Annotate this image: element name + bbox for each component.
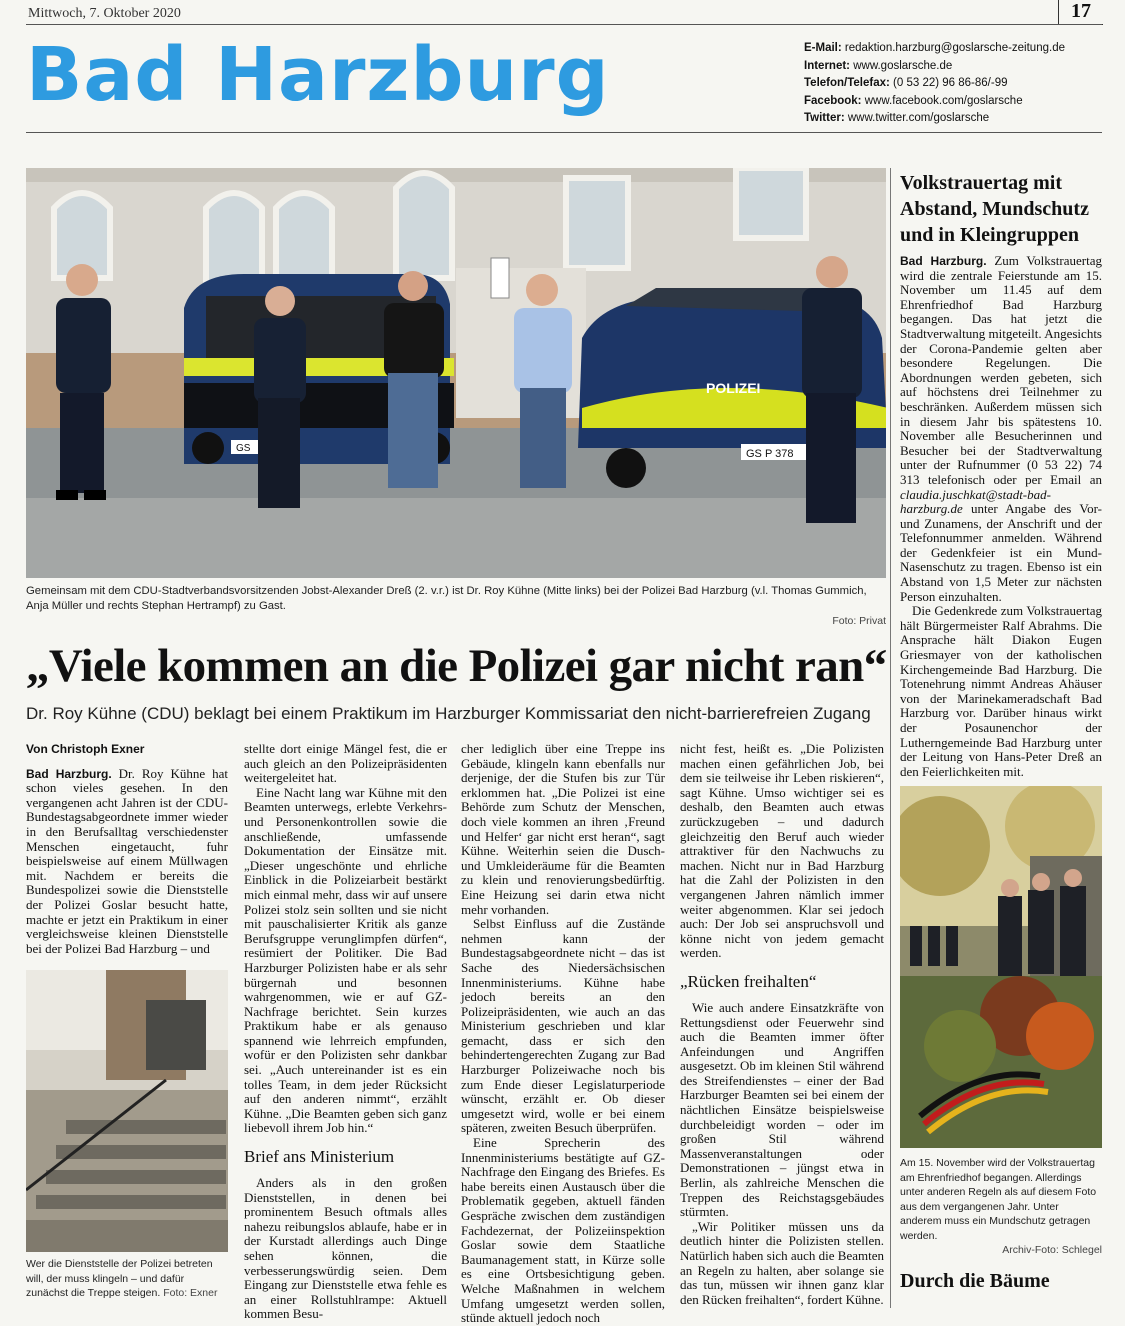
issue-date: Mittwoch, 7. Oktober 2020 <box>28 6 181 21</box>
article-col1-text: Dr. Roy Kühne hat schon vieles gesehen. In den vergangenen acht Jahren ist der CDU-Bundestagsabgeordnete immer wieder in den Berufsalltag verschiedenster Menschen eingetaucht, fuhr beispielsweise auf einem Müllwagen mit. Nachdem er bereits die Bundespolizei sowie die Dienststelle der Polizei Goslar besucht hatte, machte er jetzt ein Praktikum in einer vergleichsweise kleinen Dienststelle bei der Polizei Bad Harzburg – und <box>26 765 228 956</box>
article-col3-p1: cher lediglich über eine Treppe ins Gebäude, klingeln kann ebenfalls nur derjenige, der die Stufen bis zur Tür erklommen hat. „Die Polizei ist eine Behörde zum Schutz der Menschen, doch viele kommen an ihren ‚Freund und Helfer‘ gar nicht erst heran“, sagt Kühne. Weiterhin seien die Dusch- und Umkleideräume für die Beamten zu klein und renovierungsbedürftig. Eine Heizung sei darin etwa nicht mehr vorhanden. <box>461 741 665 917</box>
article-dateline: Bad Harzburg. <box>26 766 112 781</box>
entrance-photo-credit: Foto: Exner <box>163 1287 218 1299</box>
contact-phone-value: (0 53 22) 96 86-86/-99 <box>893 77 1008 90</box>
contact-block <box>804 40 1065 128</box>
article-subheadline: Dr. Roy Kühne (CDU) beklagt bei einem Praktikum im Harzburger Kommissariat den nicht-barrierefreien Zugang <box>26 704 871 723</box>
section-title: Bad Harzburg <box>26 32 610 118</box>
article-col4-p3: „Wir Politiker müssen uns da deutlich hinter die Polizisten stellen. Natürlich haben sich auch die Beamten an Regeln zu halten, aber solange sie das tun, müssen wir ihnen ganz klar den Rücken freihalten“, fordert Kühne. <box>680 1218 884 1307</box>
top-divider <box>26 24 1102 25</box>
contact-phone: Telefon/Telefax: (0 53 22) 96 86-86/-99 <box>804 77 1008 90</box>
article-headline: „Viele kommen an die Polizei gar nicht ran“ <box>26 640 887 692</box>
memorial-photo-caption: Am 15. November wird der Volkstrauertag am Ehrenfriedhof begangen. Allerdings unter anderen Regeln als auf diesem Foto aus dem vergangenen Jahr. Unter anderem muss ein Mundschutz getragen werden. Archiv-Foto: Schlegel <box>900 1157 1102 1256</box>
entrance-photo-caption: Wer die Dienststelle der Polizei betreten will, der muss klingeln – und dafür zunächst die Treppe steigen. Foto: Exner <box>26 1258 218 1299</box>
article-intro <box>26 767 228 957</box>
car-label-text: POLIZEI <box>706 380 761 396</box>
next-article-headline: Durch die Bäume <box>900 1270 1050 1292</box>
sidebar-email-link[interactable]: claudia.juschkat@stadt-bad-harzburg.de <box>900 486 1051 517</box>
article-col2-p3: Anders als in den großen Dienststellen, in denen bei prominentem Besuch oftmals alles nahezu reibungslos ablaufe, habe er in der Kurstadt allerdings auch Dinge sehen können, die verbesserungswürdig seien. Dem Eingang zur Dienststelle etwa fehle es an einer Rollstuhlrampe: Aktuell kommen Besu- <box>244 1175 447 1322</box>
article-column-2 <box>244 742 447 1322</box>
article-col4-p2: Wie auch andere Einsatzkräfte von Rettungsdienst oder Feuerwehr sind auch die Beamten immer öfter Anfeindungen und Angriffen ausgesetzt. Ob im kleinen Stil während des Streifendienstes – einer der Bad Harzburger Beamten sei bei einem der nächtlichen Einsätze beispielsweise durchbeleidigt worden – oder im großen Stil während Massenveranstaltungen oder Demonstrationen – jüngst etwa in Berlin, als zahlreiche Menschen die Treppen des Reichstagsgebäudes stürmten. <box>680 999 884 1220</box>
contact-email-link[interactable]: redaktion.harzburg@goslarsche-zeitung.de <box>844 42 1065 54</box>
sidebar-p1: Bad Harzburg. Zum Volkstrauertag wird die zentrale Feierstunde am 15. November um 11.45 auf dem Ehrenfriedhof Bad Harzburg begangen. Das hat jetzt die Stadtverwaltung mitgeteilt. Angesichts der Corona-Pandemie gelten aber besondere Regelungen. Die Abordnungen werden gebeten, sich auf höchstens drei Teilnehmer zu beschränken. Außerdem müssen sich in diesem Jahr bis spätestens 10. November alle Besucherinnen und Besucher bei der Stadtverwaltung unter der Rufnummer (0 53 22) 74 313 telefonisch oder per Email an claudia.juschkat@stadt-bad-harzburg.de unter Angabe des Vor- und Zunamens, der Anschrift und der Telefonnummer anmelden. Während der Gedenkfeier ist ein Mund-Nasenschutz zu tragen. Ebenso ist ein Abstand von 1,5 Meter zur nächsten Person einzuhalten. <box>900 253 1102 604</box>
main-photo <box>26 168 886 578</box>
memorial-photo-credit: Archiv-Foto: Schlegel <box>1002 1244 1102 1256</box>
main-photo-caption <box>26 584 886 629</box>
contact-twitter-link[interactable]: www.twitter.com/goslarsche <box>847 112 990 125</box>
article-column-4 <box>680 742 884 1307</box>
article-subtitle-2: „Rücken freihalten“ <box>680 971 817 991</box>
page-number: 17 <box>1058 0 1103 25</box>
sidebar-article <box>900 254 1102 779</box>
sidebar-p2: Die Gedenkrede zum Volkstrauertag hält Bürgermeister Ralf Abrahms. Die Ansprache hält Diakon Eugen Griesmayer von der katholischen Kirchengemeinde Bad Harzburg. Die Totenehrung nimmt Andreas Ahäuser von der Marinekameradschaft Bad Harzburg vor. Darüber hinaus wirkt der Posaunenchor der Lutherngemeinde Bad Harzburg unter der Leitung von Hans-Peter Dreß an den Feierlichkeiten mit. <box>900 603 1102 779</box>
article-col3-p2: Selbst Einfluss auf die Zustände nehmen kann der Bundestagsabgeordnete nicht – das ist Sache des Niedersächsischen Innenministeriums. Kühne habe jedoch bereits an den Polizeipräsidenten, wie auch an das Ministerium geschrieben und klar gemacht, dass er sich den behindertengerechten Zugang zur Bad Harzburger Polizeiwache noch bis zum Ende dieser Legislaturperiode wünscht, erzählt er. Ob dieser umgesetzt wird, wolle er bei einem späteren, zweiten Besuch überprüfen. <box>461 916 665 1136</box>
article-col2-p2: Eine Nacht lang war Kühne mit den Beamten unterwegs, erlebte Verkehrs- und Personenkontrollen sowie die anschließende, umfassende Dokumentation der Einsätze mit. „Dieser ungeschönte und ehrliche Einblick in die Polizeiarbeit bestärkt mich einmal mehr, dass wir auf unsere Polizei stolz sein sollten und sie nicht mit pauschalisierter Kritik als ganze Berufsgruppe verunglimpfen dürfen“, resümiert der Politiker. Die Bad Harzburger Polizisten habe er als sehr bürgernah und besonnen wahrgenommen, wie er auf GZ-Nachfrage berichtet. Sein kurzes Praktikum habe er als genauso spannend wie lehrreich empfunden, wofür er den Polizisten sehr dankbar sei. „Auch untereinander ist es ein tolles Team, in dem jeder Rücksicht auf den anderen nimmt“, erzählt Kühne. „Die Beamten geben sich ganz liebevoll ihrem Job hin.“ <box>244 784 447 1136</box>
article-column-3 <box>461 742 665 1326</box>
main-photo-caption-text: Gemeinsam mit dem CDU-Stadtverbandsvorsitzenden Jobst-Alexander Dreß (2. v.r.) ist Dr. Roy Kühne (Mitte links) bei der Polizei Bad Harzburg (v.l. Thomas Gummich, Anja Müller und rechts Stephan Hertrampf) zu Gast. <box>26 585 867 612</box>
article-column-1 <box>26 742 228 956</box>
sidebar-headline: Volkstrauertag mit Abstand, Mundschutz und in Kleingruppen <box>900 172 1089 246</box>
sidebar-divider <box>890 168 891 1308</box>
article-col4-p1: nicht fest, heißt es. „Die Polizisten machen einen gefährlichen Job, bei dem sie teilweise ihr Leben riskieren“, sagt Kühne. Umso wichtiger sei es deshalb, den Beamten auch etwas zurückzugeben – und dadurch gleichzeitig den Beruf auch wieder attraktiver für den Nachwuchs zu machen. Nicht nur in Bad Harzburg hat die Zahl der Polizisten in den vergangenen Jahren nämlich immer weiter abgenommen. Klar sei jedoch auch: Der Job sei anspruchsvoll und könne nicht von jedem gemacht werden. <box>680 741 884 961</box>
sidebar-dateline: Bad Harzburg. <box>900 254 987 268</box>
main-photo-credit: Foto: Privat <box>832 615 886 627</box>
article-col2-p1: stellte dort einige Mängel fest, die er auch gleich an den Polizeipräsidenten weitergeleitet hat. <box>244 741 447 786</box>
contact-email: E-Mail: redaktion.harzburg@goslarsche-zeitung.de <box>804 42 1065 54</box>
contact-internet-link[interactable]: www.goslarsche.de <box>853 59 953 72</box>
contact-facebook: Facebook: www.facebook.com/goslarsche <box>804 94 1023 107</box>
plate-left-text: GS <box>236 443 251 454</box>
entrance-photo <box>26 970 228 1252</box>
person-1 <box>56 264 111 500</box>
person-5 <box>802 256 862 523</box>
person-2 <box>254 286 306 508</box>
person-3 <box>384 271 444 488</box>
masthead-divider <box>26 132 1102 133</box>
article-author: Von Christoph Exner <box>26 742 145 756</box>
article-subtitle-1: Brief ans Ministerium <box>244 1147 395 1167</box>
contact-twitter: Twitter: www.twitter.com/goslarsche <box>804 112 990 125</box>
article-col3-p3: Eine Sprecherin des Innenministeriums bestätigte auf GZ-Nachfrage den Eingang des Briefes. Es habe bereits einen Austausch über die Problematik gegeben, aktuell fänden Gespräche zwischen dem zuständigen Fachdezernat, der Polizeiinspektion Goslar sowie dem Staatliche Baumanagement statt, in Kürze solle es eine Ortsbesichtigung geben. Welche Maßnahmen in welchem Umfang umgesetzt werden sollen, stünde aktuell jedoch noch <box>461 1135 665 1326</box>
plate-right-text: GS P 378 <box>746 448 794 460</box>
contact-facebook-link[interactable]: www.facebook.com/goslarsche <box>864 94 1023 107</box>
memorial-photo <box>900 786 1102 1148</box>
contact-internet: Internet: www.goslarsche.de <box>804 59 953 72</box>
